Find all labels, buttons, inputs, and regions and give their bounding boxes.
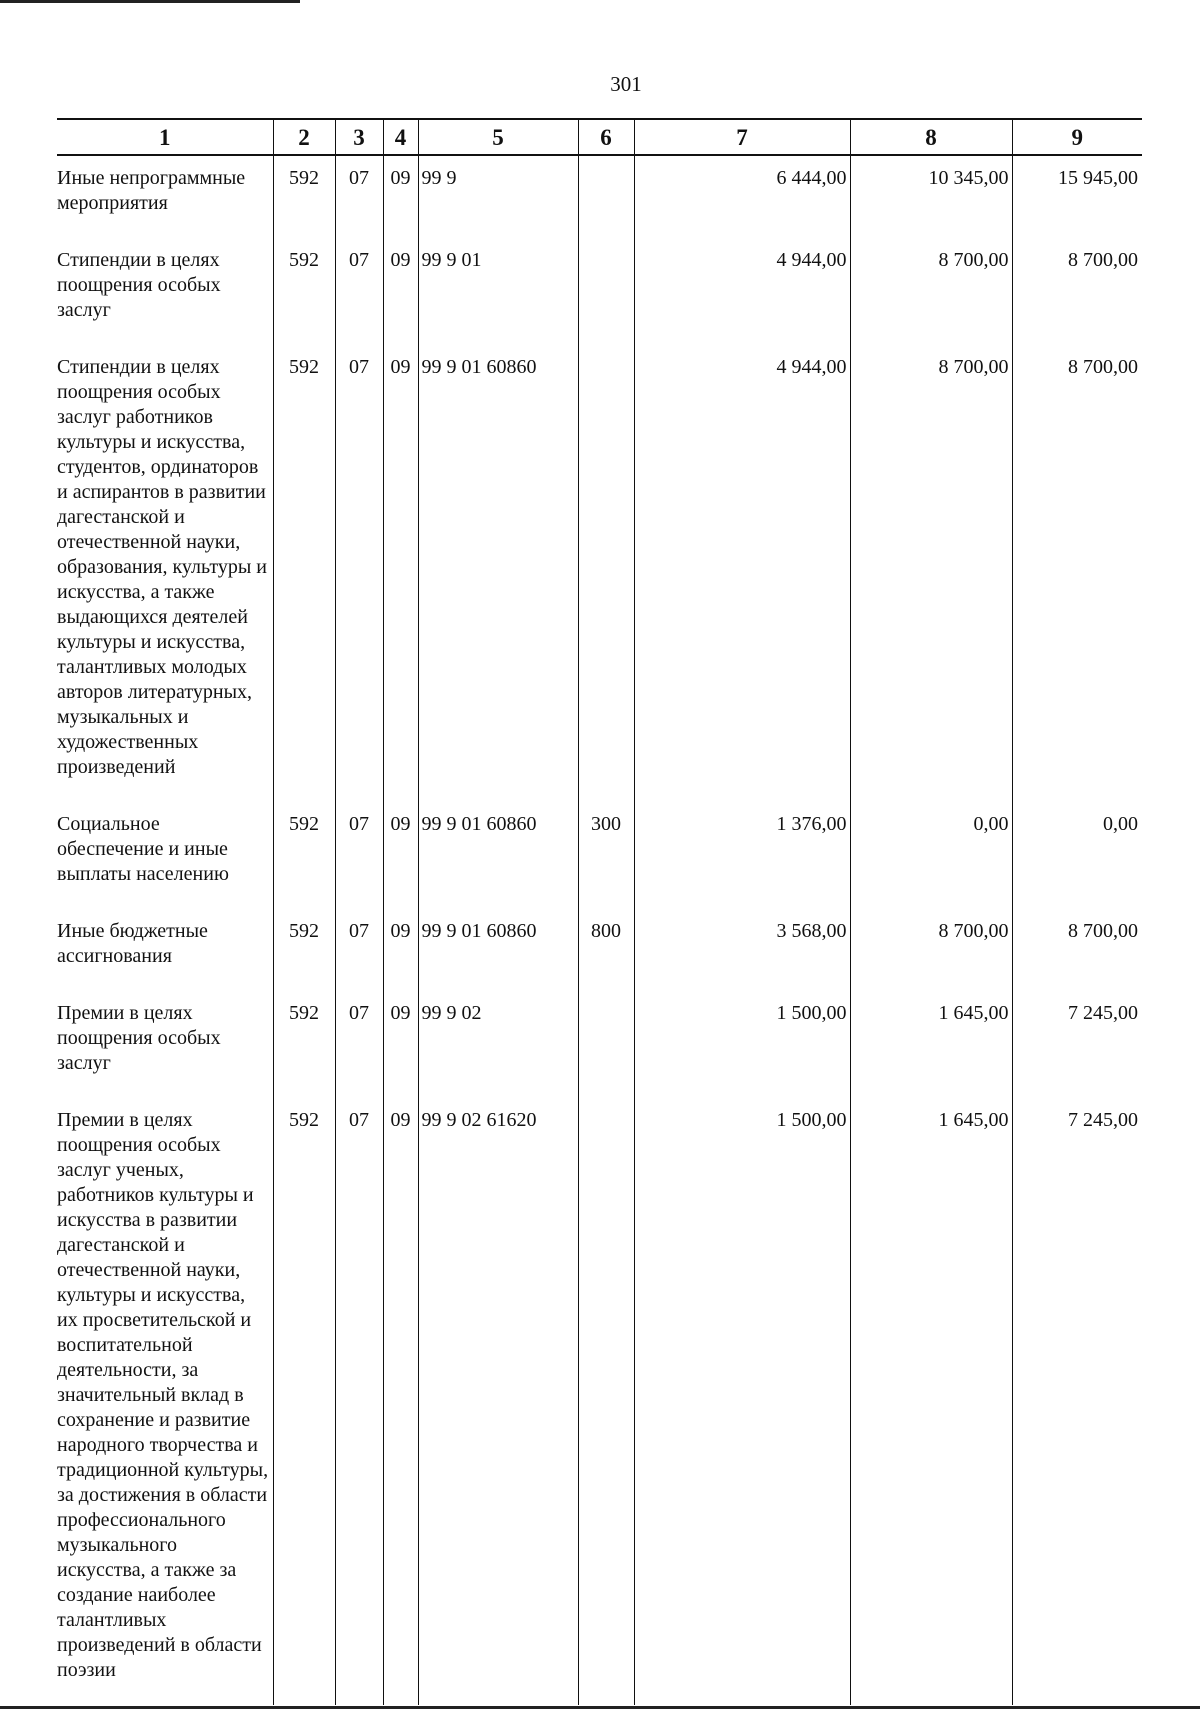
row-subsection-code: 09 <box>383 236 418 343</box>
column-header-9: 9 <box>1012 119 1142 155</box>
row-target-code: 99 9 <box>418 155 578 236</box>
table-row <box>57 1096 1142 1705</box>
row-subsection-code: 09 <box>383 989 418 1096</box>
row-amount-col9: 15 945,00 <box>1012 155 1142 236</box>
row-target-code: 99 9 01 <box>418 236 578 343</box>
row-name-cell: Иные бюджетные ассигнования <box>57 920 208 967</box>
row-section-code: 07 <box>335 1096 383 1705</box>
table-body <box>57 155 1142 1705</box>
row-target-code: 99 9 02 <box>418 989 578 1096</box>
table-header <box>57 119 1142 155</box>
table-row <box>57 989 1142 1096</box>
row-amount-col9: 7 245,00 <box>1012 1096 1142 1705</box>
row-section-code: 07 <box>335 800 383 907</box>
row-amount-col7: 1 500,00 <box>634 989 850 1096</box>
row-expense-type: 300 <box>578 800 634 907</box>
row-amount-col7: 4 944,00 <box>634 343 850 800</box>
row-name-cell: Иные непрограммные мероприятия <box>57 167 246 214</box>
row-amount-col8: 8 700,00 <box>850 343 1012 800</box>
row-amount-col7: 4 944,00 <box>634 236 850 343</box>
page-number: 301 <box>610 72 642 96</box>
column-header-6: 6 <box>578 119 634 155</box>
row-ministry-code: 592 <box>273 343 335 800</box>
row-subsection-code: 09 <box>383 800 418 907</box>
row-subsection-code: 09 <box>383 343 418 800</box>
row-target-code: 99 9 01 60860 <box>418 343 578 800</box>
row-expense-type <box>578 1096 634 1705</box>
column-header-3: 3 <box>335 119 383 155</box>
row-expense-type <box>578 236 634 343</box>
column-header-7: 7 <box>634 119 850 155</box>
row-amount-col8: 8 700,00 <box>850 236 1012 343</box>
row-target-code: 99 9 02 61620 <box>418 1096 578 1705</box>
row-target-code: 99 9 01 60860 <box>418 907 578 989</box>
row-amount-col8: 0,00 <box>850 800 1012 907</box>
row-amount-col7: 1 500,00 <box>634 1096 850 1705</box>
row-ministry-code: 592 <box>273 907 335 989</box>
scan-border-bottom <box>0 1706 1200 1709</box>
row-amount-col7: 1 376,00 <box>634 800 850 907</box>
row-amount-col8: 1 645,00 <box>850 1096 1012 1705</box>
row-ministry-code: 592 <box>273 800 335 907</box>
row-ministry-code: 592 <box>273 236 335 343</box>
row-expense-type <box>578 989 634 1096</box>
table-row <box>57 236 1142 343</box>
budget-table-container <box>57 118 1142 1705</box>
column-header-1: 1 <box>57 119 273 155</box>
row-name-cell: Премии в целях поощрения особых заслуг ученых, работников культуры и искусства в развитии дагестанской и отечественной науки, культуры и искусства, их просветительской и воспитательной деятельности, за значительный вклад в сохранение и развитие народного творчества и традиционной культуры, за достижения в области профессионального музыкального искусства, а также за создание наиболее талантливых произведений в области поэзии <box>57 1109 269 1681</box>
row-section-code: 07 <box>335 343 383 800</box>
row-amount-col7: 3 568,00 <box>634 907 850 989</box>
table-row <box>57 343 1142 800</box>
row-target-code: 99 9 01 60860 <box>418 800 578 907</box>
row-amount-col7: 6 444,00 <box>634 155 850 236</box>
row-name-cell: Социальное обеспечение и иные выплаты населению <box>57 813 229 885</box>
row-subsection-code: 09 <box>383 1096 418 1705</box>
row-amount-col9: 8 700,00 <box>1012 907 1142 989</box>
row-amount-col8: 1 645,00 <box>850 989 1012 1096</box>
row-amount-col9: 0,00 <box>1012 800 1142 907</box>
scan-border-top <box>0 0 300 3</box>
column-header-8: 8 <box>850 119 1012 155</box>
table-row <box>57 907 1142 989</box>
column-header-5: 5 <box>418 119 578 155</box>
row-subsection-code: 09 <box>383 907 418 989</box>
table-row <box>57 155 1142 236</box>
row-name-cell: Стипендии в целях поощрения особых заслуг работников культуры и искусства, студентов, ординаторов и аспирантов в развитии дагестанской и отечественной науки, образования, культуры и искусства, а также выдающихся деятелей культуры и искусства, талантливых молодых авторов литературных, музыкальных и художественных произведений <box>57 356 268 778</box>
row-name-cell: Премии в целях поощрения особых заслуг <box>57 1002 221 1074</box>
row-section-code: 07 <box>335 989 383 1096</box>
column-header-2: 2 <box>273 119 335 155</box>
header-row <box>57 119 1142 155</box>
row-amount-col9: 8 700,00 <box>1012 236 1142 343</box>
row-section-code: 07 <box>335 236 383 343</box>
row-ministry-code: 592 <box>273 155 335 236</box>
row-expense-type <box>578 343 634 800</box>
row-ministry-code: 592 <box>273 1096 335 1705</box>
row-subsection-code: 09 <box>383 155 418 236</box>
row-amount-col8: 8 700,00 <box>850 907 1012 989</box>
table-row <box>57 800 1142 907</box>
budget-table <box>57 118 1142 1705</box>
row-name-cell: Стипендии в целях поощрения особых заслуг <box>57 249 221 321</box>
row-expense-type <box>578 155 634 236</box>
row-amount-col9: 8 700,00 <box>1012 343 1142 800</box>
column-header-4: 4 <box>383 119 418 155</box>
row-amount-col9: 7 245,00 <box>1012 989 1142 1096</box>
row-section-code: 07 <box>335 907 383 989</box>
row-expense-type: 800 <box>578 907 634 989</box>
row-section-code: 07 <box>335 155 383 236</box>
row-ministry-code: 592 <box>273 989 335 1096</box>
row-amount-col8: 10 345,00 <box>850 155 1012 236</box>
